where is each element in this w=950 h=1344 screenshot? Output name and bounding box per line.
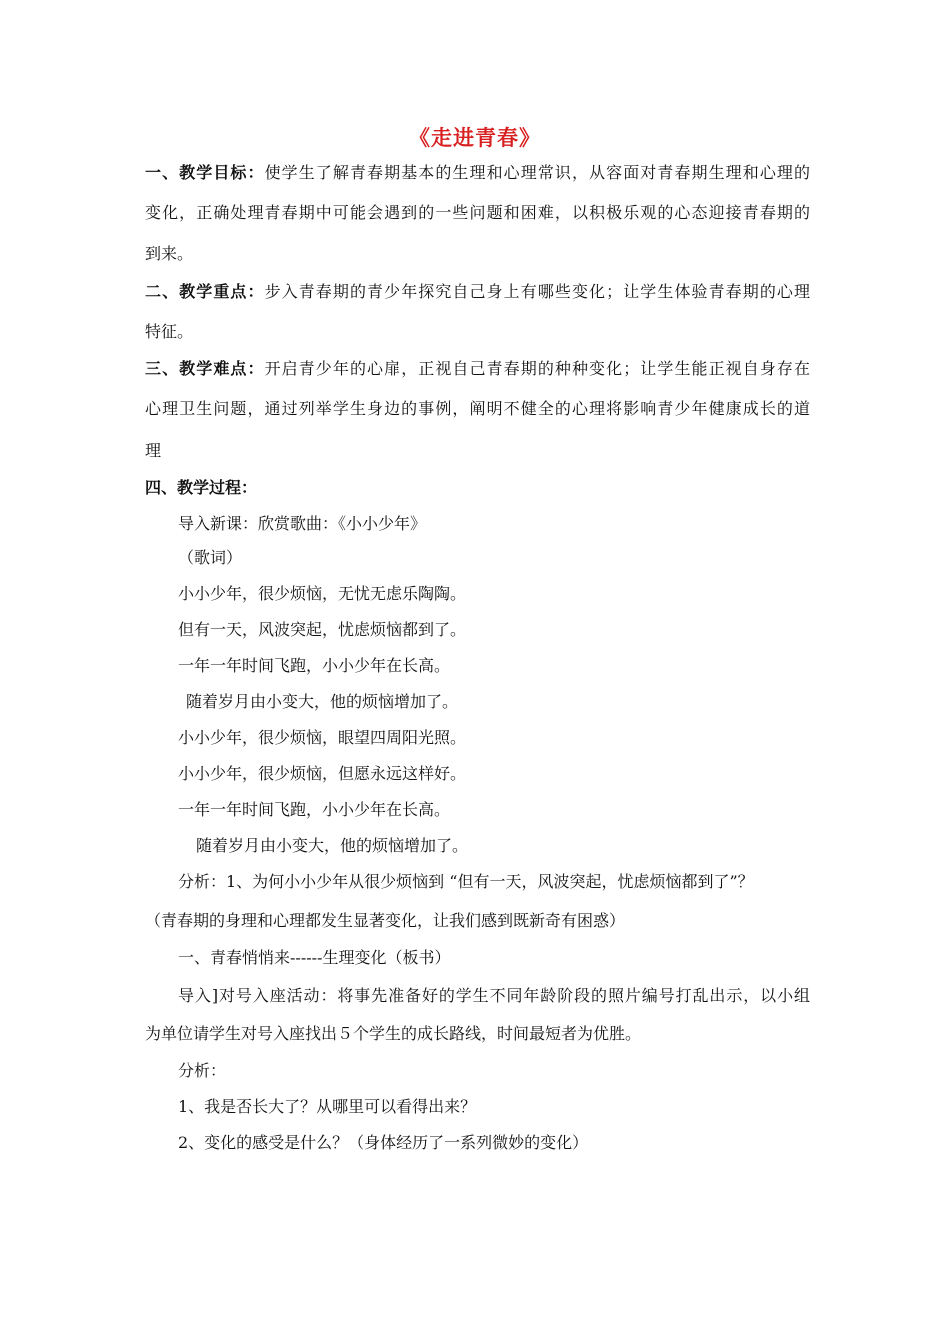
lyric-line-5: 小小少年，很少烦恼，眼望四周阳光照。 bbox=[178, 728, 467, 747]
goal-line-1 bbox=[145, 162, 810, 184]
goal-text-1: 使学生了解青春期基本的生理和心理常识，从容面对青春期生理和心理的 bbox=[264, 163, 810, 182]
difficulty-line-2: 心理卫生问题，通过列举学生身边的事例，阐明不健全的心理将影响青少年健康成长的道 bbox=[145, 399, 810, 418]
goal-line-2: 变化，正确处理青春期中可能会遇到的一些问题和困难，以积极乐观的心态迎接青春期的 bbox=[145, 203, 810, 222]
lyric-line-4: 随着岁月由小变大，他的烦恼增加了。 bbox=[186, 692, 459, 711]
analysis-line-1: 分析：1、为何小小少年从很少烦恼到 “但有一天，风波突起，忧虑烦恼都到了”？ bbox=[178, 872, 754, 891]
goal-heading: 一、教学目标： bbox=[145, 163, 265, 182]
focus-text-1: 步入青春期的青少年探究自己身上有哪些变化；让学生体验青春期的心理 bbox=[264, 282, 810, 301]
document-title: 《走进青春》 bbox=[409, 125, 541, 150]
focus-line-2: 特征。 bbox=[145, 322, 194, 341]
question-2: 2、变化的感受是什么？（身体经历了一系列微妙的变化） bbox=[178, 1133, 589, 1152]
lyric-line-7: 一年一年时间飞跑，小小少年在长高。 bbox=[178, 800, 451, 819]
difficulty-heading: 三、教学难点： bbox=[145, 359, 265, 378]
activity-line-2: 为单位请学生对号入座找出５个学生的成长路线，时间最短者为优胜。 bbox=[145, 1024, 642, 1043]
section-heading-physiology: 一、青春悄悄来------生理变化（板书） bbox=[178, 948, 451, 967]
lyric-line-8: 随着岁月由小变大，他的烦恼增加了。 bbox=[196, 836, 469, 855]
analysis-label: 分析： bbox=[178, 1061, 227, 1080]
lyric-line-6: 小小少年，很少烦恼，但愿永远这样好。 bbox=[178, 764, 467, 783]
analysis-answer: （青春期的身理和心理都发生显著变化，让我们感到既新奇有困惑） bbox=[145, 911, 626, 930]
activity-line-1: 导入]对号入座活动：将事先准备好的学生不同年龄阶段的照片编号打乱出示，以小组 bbox=[178, 986, 810, 1005]
goal-line-3: 到来。 bbox=[145, 244, 194, 263]
intro-line: 导入新课：欣赏歌曲：《小小少年》 bbox=[178, 514, 427, 533]
process-heading: 四、教学过程： bbox=[145, 478, 258, 497]
difficulty-text-1: 开启青少年的心扉，正视自己青春期的种种变化；让学生能正视自身存在 bbox=[264, 359, 810, 378]
focus-line-1 bbox=[145, 281, 810, 303]
question-1: 1、我是否长大了？从哪里可以看得出来？ bbox=[178, 1097, 477, 1116]
difficulty-line-3: 理 bbox=[145, 441, 162, 460]
lyric-line-3: 一年一年时间飞跑，小小少年在长高。 bbox=[178, 656, 451, 675]
lyric-line-1: 小小少年，很少烦恼，无忧无虑乐陶陶。 bbox=[178, 584, 467, 603]
lyrics-label: （歌词） bbox=[178, 548, 243, 567]
focus-heading: 二、教学重点： bbox=[145, 282, 265, 301]
lyric-line-2: 但有一天，风波突起，忧虑烦恼都到了。 bbox=[178, 620, 467, 639]
difficulty-line-1 bbox=[145, 358, 810, 380]
